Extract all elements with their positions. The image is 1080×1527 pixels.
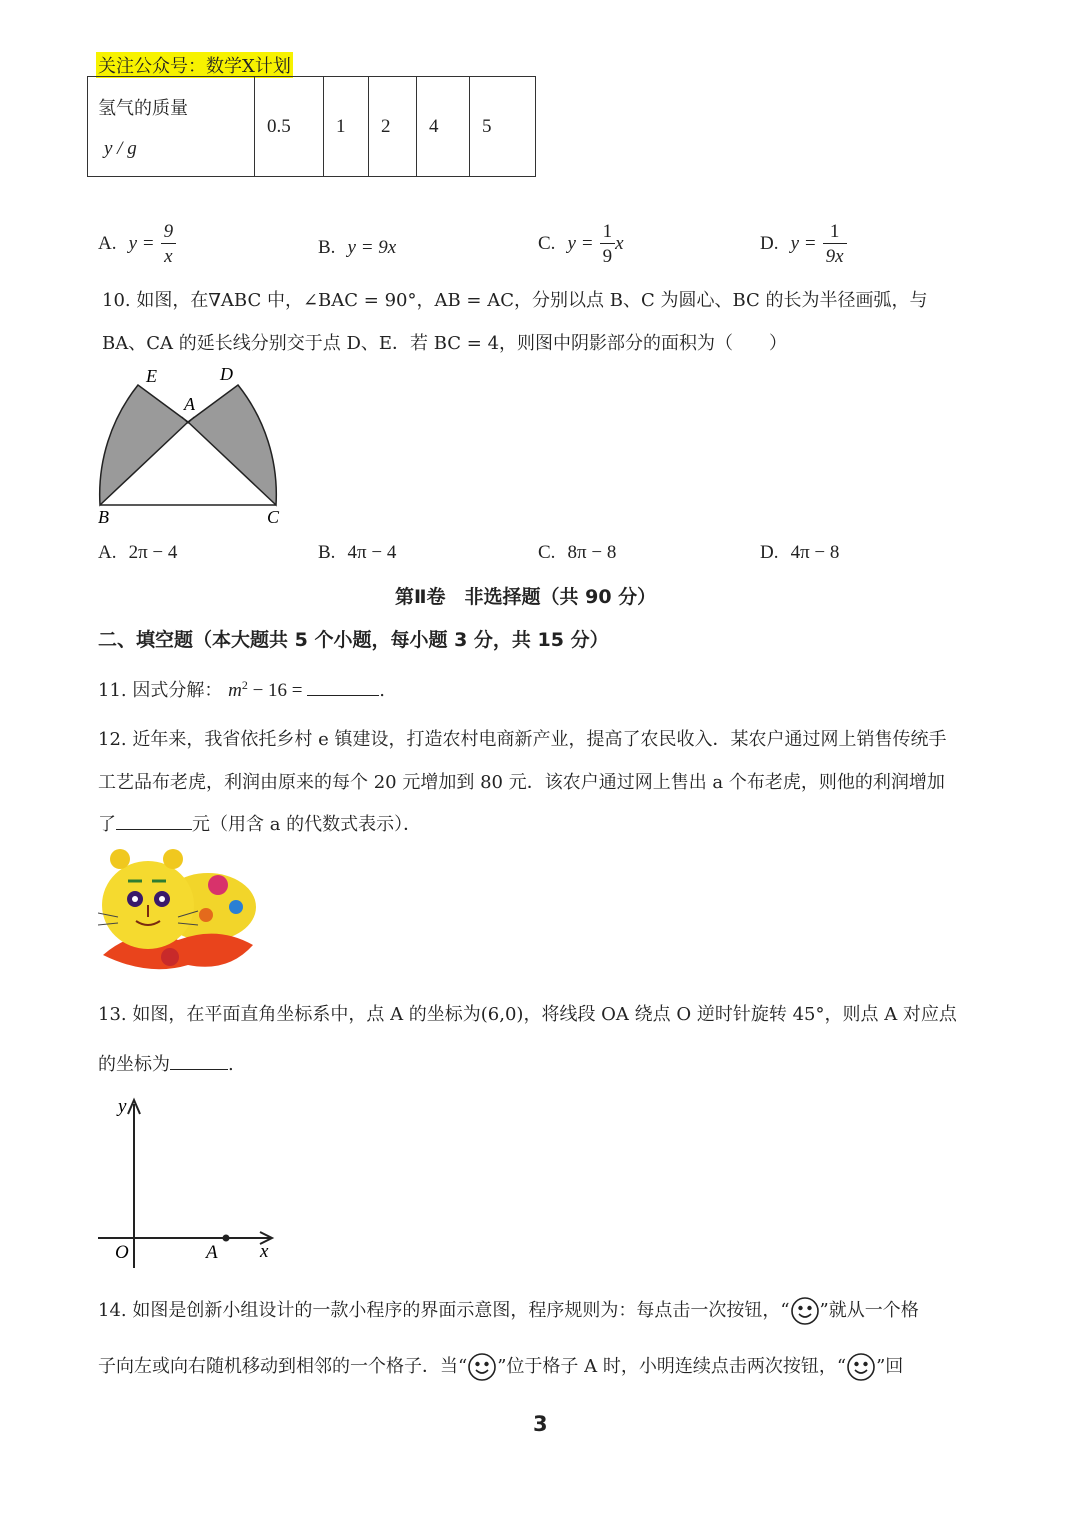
q9-option-b: B. y = 9x: [318, 237, 397, 258]
table-cell: 4: [417, 77, 470, 177]
q9-option-a: A. y = $\frac{9}{x}$: [98, 222, 176, 266]
smiley-icon: [790, 1296, 820, 1326]
cloth-tiger-image: [98, 845, 258, 977]
section2-title: 第Ⅱ卷 非选择题（共 90 分）: [395, 586, 657, 608]
q10-option-b: B. 4π − 4: [318, 542, 397, 563]
q10-figure: [88, 360, 298, 530]
y-axis-label: y: [118, 1096, 127, 1117]
q9-option-d: D. y = $\frac{1}{9x}$: [760, 222, 847, 266]
table-cell: 5: [470, 77, 536, 177]
table-label-line2: y / g: [104, 137, 137, 159]
header-banner: 关注公众号：数学X计划: [96, 52, 293, 78]
tiger-eye-shine: [159, 896, 165, 902]
q12-line3: 了 元（用含 a 的代数式表示）．: [98, 814, 422, 835]
table-label-line1: 氢气的质量: [98, 97, 188, 119]
q9-option-c: C. y = $\frac{1}{9}$ x: [538, 221, 624, 267]
answer-blank[interactable]: [307, 679, 379, 696]
point-a-label: A: [206, 1242, 218, 1263]
table-label-cell: [88, 77, 255, 177]
table-cell: 1: [324, 77, 369, 177]
q12-line2: 工艺品布老虎，利润由原来的每个 20 元增加到 80 元．该农户通过网上售出 a 个布老虎，则他的利润增加: [98, 772, 945, 793]
table-cell: 2: [369, 77, 417, 177]
shaded-sector-right: [188, 385, 276, 505]
tiger-paw: [161, 948, 179, 966]
tiger-ear: [110, 849, 130, 869]
q10-option-c: C. 8π − 8: [538, 542, 617, 563]
table-cell: 0.5: [255, 77, 324, 177]
q13-coordinate-figure: [92, 1090, 292, 1270]
origin-label: O: [115, 1242, 129, 1263]
smiley-icon: [846, 1352, 876, 1382]
q14-line1: 14. 如图是创新小组设计的一款小程序的界面示意图，程序规则为：每点击一次按钮，“ ”就从一个格: [98, 1296, 919, 1326]
q10-line2: BA、CA 的延长线分别交于点 D、E．若 BC = 4，则图中阴影部分的面积为（ ）: [102, 333, 788, 354]
smiley-icon: [467, 1352, 497, 1382]
page-number: 3: [533, 1412, 548, 1436]
label-c: C: [267, 507, 280, 527]
tiger-eye-shine: [132, 896, 138, 902]
label-d: D: [220, 364, 233, 384]
label-e: E: [146, 366, 157, 386]
hydrogen-table: [87, 76, 536, 177]
label-a: A: [184, 394, 195, 414]
q10-option-d: D. 4π − 8: [760, 542, 840, 563]
q11: 11. 因式分解： $m^2 - 16$ = .: [98, 678, 385, 701]
answer-blank[interactable]: [116, 813, 192, 830]
q13-line1: 13. 如图，在平面直角坐标系中，点 A 的坐标为(6,0)，将线段 OA 绕点 O 逆时针旋转 45°，则点 A 对应点: [98, 1004, 957, 1025]
label-b: B: [98, 507, 109, 527]
shaded-sector-left: [100, 385, 188, 505]
tiger-flower: [229, 900, 243, 914]
q10-option-a: A. 2π − 4: [98, 542, 178, 563]
q10-line1: 10. 如图，在∇ABC 中，∠BAC = 90°，AB = AC，分别以点 B、C 为圆心、BC 的长为半径画弧，与: [102, 290, 928, 311]
point-a: [223, 1235, 230, 1242]
q12-line1: 12. 近年来，我省依托乡村 e 镇建设，打造农村电商新产业，提高了农民收入．某农户通过网上销售传统手: [98, 729, 947, 750]
tiger-flower: [208, 875, 228, 895]
q14-line2: 子向左或向右随机移动到相邻的一个格子．当“ ”位于格子 A 时，小明连续点击两次按钮，“ ”回: [98, 1352, 903, 1382]
q13-line2: 的坐标为 .: [98, 1054, 234, 1075]
section2-subtitle: 二、填空题（本大题共 5 个小题，每小题 3 分，共 15 分）: [98, 629, 609, 651]
x-axis-label: x: [260, 1241, 269, 1262]
tiger-ear: [163, 849, 183, 869]
tiger-flower: [199, 908, 213, 922]
answer-blank[interactable]: [170, 1053, 228, 1070]
